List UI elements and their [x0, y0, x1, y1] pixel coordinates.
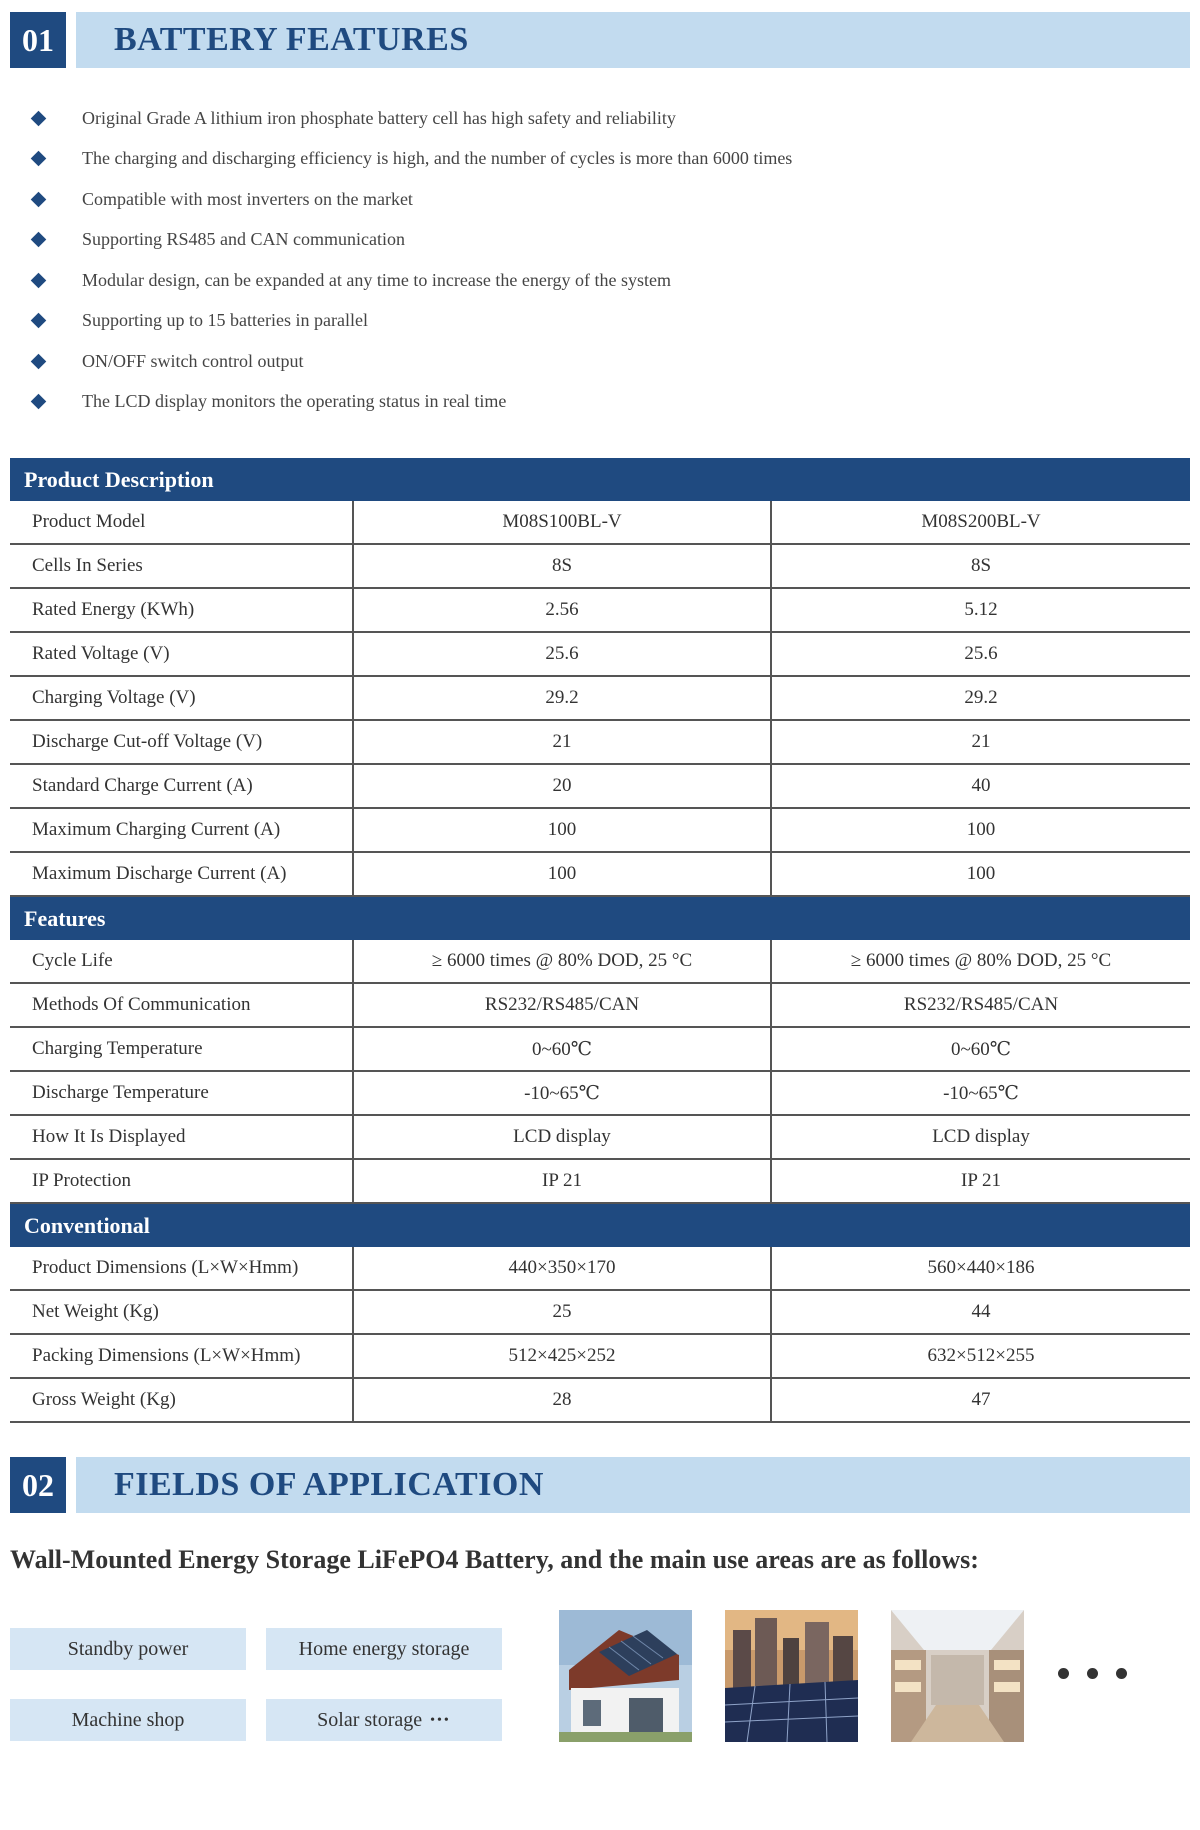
feature-text: Modular design, can be expanded at any time to increase the energy of the system	[82, 269, 671, 290]
feature-text: ON/OFF switch control output	[82, 350, 304, 371]
row-label: Rated Energy (KWh)	[10, 588, 353, 632]
area-label: Standby power	[67, 1638, 189, 1660]
cell-model-2: -10~65℃	[771, 1071, 1190, 1115]
feature-item	[30, 139, 1130, 180]
row-label: Discharge Cut-off Voltage (V)	[10, 720, 353, 764]
city-solar-panels-photo	[725, 1610, 858, 1742]
area-label: Home energy storage	[298, 1638, 470, 1660]
table-category-row	[10, 458, 1190, 501]
section-title-bar	[76, 1457, 1190, 1513]
table-row	[10, 544, 1190, 588]
row-label: Gross Weight (Kg)	[10, 1378, 353, 1422]
cell-model-2: 560×440×186	[771, 1247, 1190, 1290]
table-row	[10, 940, 1190, 983]
area-label: Solar storage	[317, 1709, 423, 1731]
cell-model-1: 20	[353, 764, 771, 808]
table-category-row	[10, 896, 1190, 940]
spec-table	[10, 458, 1190, 1423]
row-label: Charging Temperature	[10, 1027, 353, 1071]
area-machine-shop	[10, 1699, 246, 1741]
row-label: Maximum Discharge Current (A)	[10, 852, 353, 896]
cell-model-1: ≥ 6000 times @ 80% DOD, 25 °C	[353, 940, 771, 983]
section-title: FIELDS OF APPLICATION	[114, 1466, 544, 1503]
row-label: Product Model	[10, 501, 353, 544]
cell-model-1: 0~60℃	[353, 1027, 771, 1071]
area-home-energy-storage	[266, 1628, 502, 1670]
feature-list	[30, 98, 1130, 422]
row-label: Net Weight (Kg)	[10, 1290, 353, 1334]
feature-item	[30, 382, 1130, 423]
shopping-mall-photo	[891, 1610, 1024, 1742]
row-label: How It Is Displayed	[10, 1115, 353, 1159]
table-row	[10, 1334, 1190, 1378]
cell-model-2: IP 21	[771, 1159, 1190, 1203]
cell-model-1: M08S100BL-V	[353, 501, 771, 544]
category-heading: Product Description	[10, 458, 1190, 501]
cell-model-1: 25.6	[353, 632, 771, 676]
row-label: Product Dimensions (L×W×Hmm)	[10, 1247, 353, 1290]
table-row	[10, 676, 1190, 720]
cell-model-2: 29.2	[771, 676, 1190, 720]
table-row	[10, 720, 1190, 764]
cell-model-2: M08S200BL-V	[771, 501, 1190, 544]
diamond-bullet-icon	[31, 232, 47, 248]
section-title: BATTERY FEATURES	[114, 21, 469, 58]
section-number: 02	[10, 1457, 66, 1513]
diamond-bullet-icon	[31, 272, 47, 288]
table-row	[10, 1159, 1190, 1203]
diamond-bullet-icon	[31, 191, 47, 207]
feature-text: The charging and discharging efficiency is high, and the number of cycles is more than 6000 times	[82, 148, 793, 169]
cell-model-1: 100	[353, 808, 771, 852]
feature-text: Supporting RS485 and CAN communication	[82, 229, 405, 250]
table-row	[10, 808, 1190, 852]
category-heading: Features	[10, 896, 1190, 940]
cell-model-2: 25.6	[771, 632, 1190, 676]
category-heading: Conventional	[10, 1203, 1190, 1247]
cell-model-2: RS232/RS485/CAN	[771, 983, 1190, 1027]
cell-model-2: 0~60℃	[771, 1027, 1190, 1071]
cell-model-2: 8S	[771, 544, 1190, 588]
row-label: Rated Voltage (V)	[10, 632, 353, 676]
feature-item	[30, 341, 1130, 382]
cell-model-2: 44	[771, 1290, 1190, 1334]
cell-model-2: 100	[771, 808, 1190, 852]
table-row	[10, 983, 1190, 1027]
row-label: Discharge Temperature	[10, 1071, 353, 1115]
cell-model-2: 47	[771, 1378, 1190, 1422]
table-row	[10, 764, 1190, 808]
cell-model-2: 5.12	[771, 588, 1190, 632]
row-label: Charging Voltage (V)	[10, 676, 353, 720]
cell-model-2: LCD display	[771, 1115, 1190, 1159]
row-label: Maximum Charging Current (A)	[10, 808, 353, 852]
table-row	[10, 852, 1190, 896]
section-title-bar	[76, 12, 1190, 68]
cell-model-1: 100	[353, 852, 771, 896]
cell-model-2: 632×512×255	[771, 1334, 1190, 1378]
diamond-bullet-icon	[31, 353, 47, 369]
diamond-bullet-icon	[31, 151, 47, 167]
feature-item	[30, 179, 1130, 220]
cell-model-2: 21	[771, 720, 1190, 764]
row-label: Packing Dimensions (L×W×Hmm)	[10, 1334, 353, 1378]
cell-model-2: ≥ 6000 times @ 80% DOD, 25 °C	[771, 940, 1190, 983]
table-category-row	[10, 1203, 1190, 1247]
section-header-fields-of-application	[10, 1457, 1190, 1513]
cell-model-1: 21	[353, 720, 771, 764]
cell-model-2: 40	[771, 764, 1190, 808]
row-label: IP Protection	[10, 1159, 353, 1203]
diamond-bullet-icon	[31, 110, 47, 126]
row-label: Standard Charge Current (A)	[10, 764, 353, 808]
table-row	[10, 501, 1190, 544]
cell-model-1: 28	[353, 1378, 771, 1422]
feature-text: Supporting up to 15 batteries in parallel	[82, 310, 368, 331]
table-row	[10, 1027, 1190, 1071]
application-heading: Wall-Mounted Energy Storage LiFePO4 Battery, and the main use areas are as follows:	[10, 1545, 979, 1574]
cell-model-1: 2.56	[353, 588, 771, 632]
table-row	[10, 1071, 1190, 1115]
cell-model-2: 100	[771, 852, 1190, 896]
table-row	[10, 632, 1190, 676]
table-row	[10, 1290, 1190, 1334]
area-solar-storage	[266, 1699, 502, 1741]
cell-model-1: 29.2	[353, 676, 771, 720]
cell-model-1: LCD display	[353, 1115, 771, 1159]
diamond-bullet-icon	[31, 394, 47, 410]
cell-model-1: 440×350×170	[353, 1247, 771, 1290]
cell-model-1: 25	[353, 1290, 771, 1334]
feature-text: Compatible with most inverters on the market	[82, 188, 413, 209]
feature-item	[30, 98, 1130, 139]
area-standby-power	[10, 1628, 246, 1670]
cell-model-1: IP 21	[353, 1159, 771, 1203]
row-label: Cells In Series	[10, 544, 353, 588]
table-row	[10, 1115, 1190, 1159]
table-row	[10, 1378, 1190, 1422]
feature-item	[30, 260, 1130, 301]
table-row	[10, 1247, 1190, 1290]
feature-item	[30, 301, 1130, 342]
feature-text: Original Grade A lithium iron phosphate battery cell has high safety and reliability	[82, 107, 676, 128]
feature-item	[30, 220, 1130, 261]
house-solar-photo	[559, 1610, 692, 1742]
area-label: Machine shop	[71, 1709, 185, 1731]
diamond-bullet-icon	[31, 313, 47, 329]
feature-text: The LCD display monitors the operating status in real time	[82, 391, 507, 412]
section-number: 01	[10, 12, 66, 68]
row-label: Methods Of Communication	[10, 983, 353, 1027]
more-dots-icon: •••	[430, 1713, 451, 1729]
cell-model-1: 8S	[353, 544, 771, 588]
table-row	[10, 588, 1190, 632]
cell-model-1: -10~65℃	[353, 1071, 771, 1115]
section-header-battery-features	[10, 12, 1190, 68]
cell-model-1: 512×425×252	[353, 1334, 771, 1378]
cell-model-1: RS232/RS485/CAN	[353, 983, 771, 1027]
row-label: Cycle Life	[10, 940, 353, 983]
more-ellipsis-icon	[1058, 1668, 1127, 1679]
